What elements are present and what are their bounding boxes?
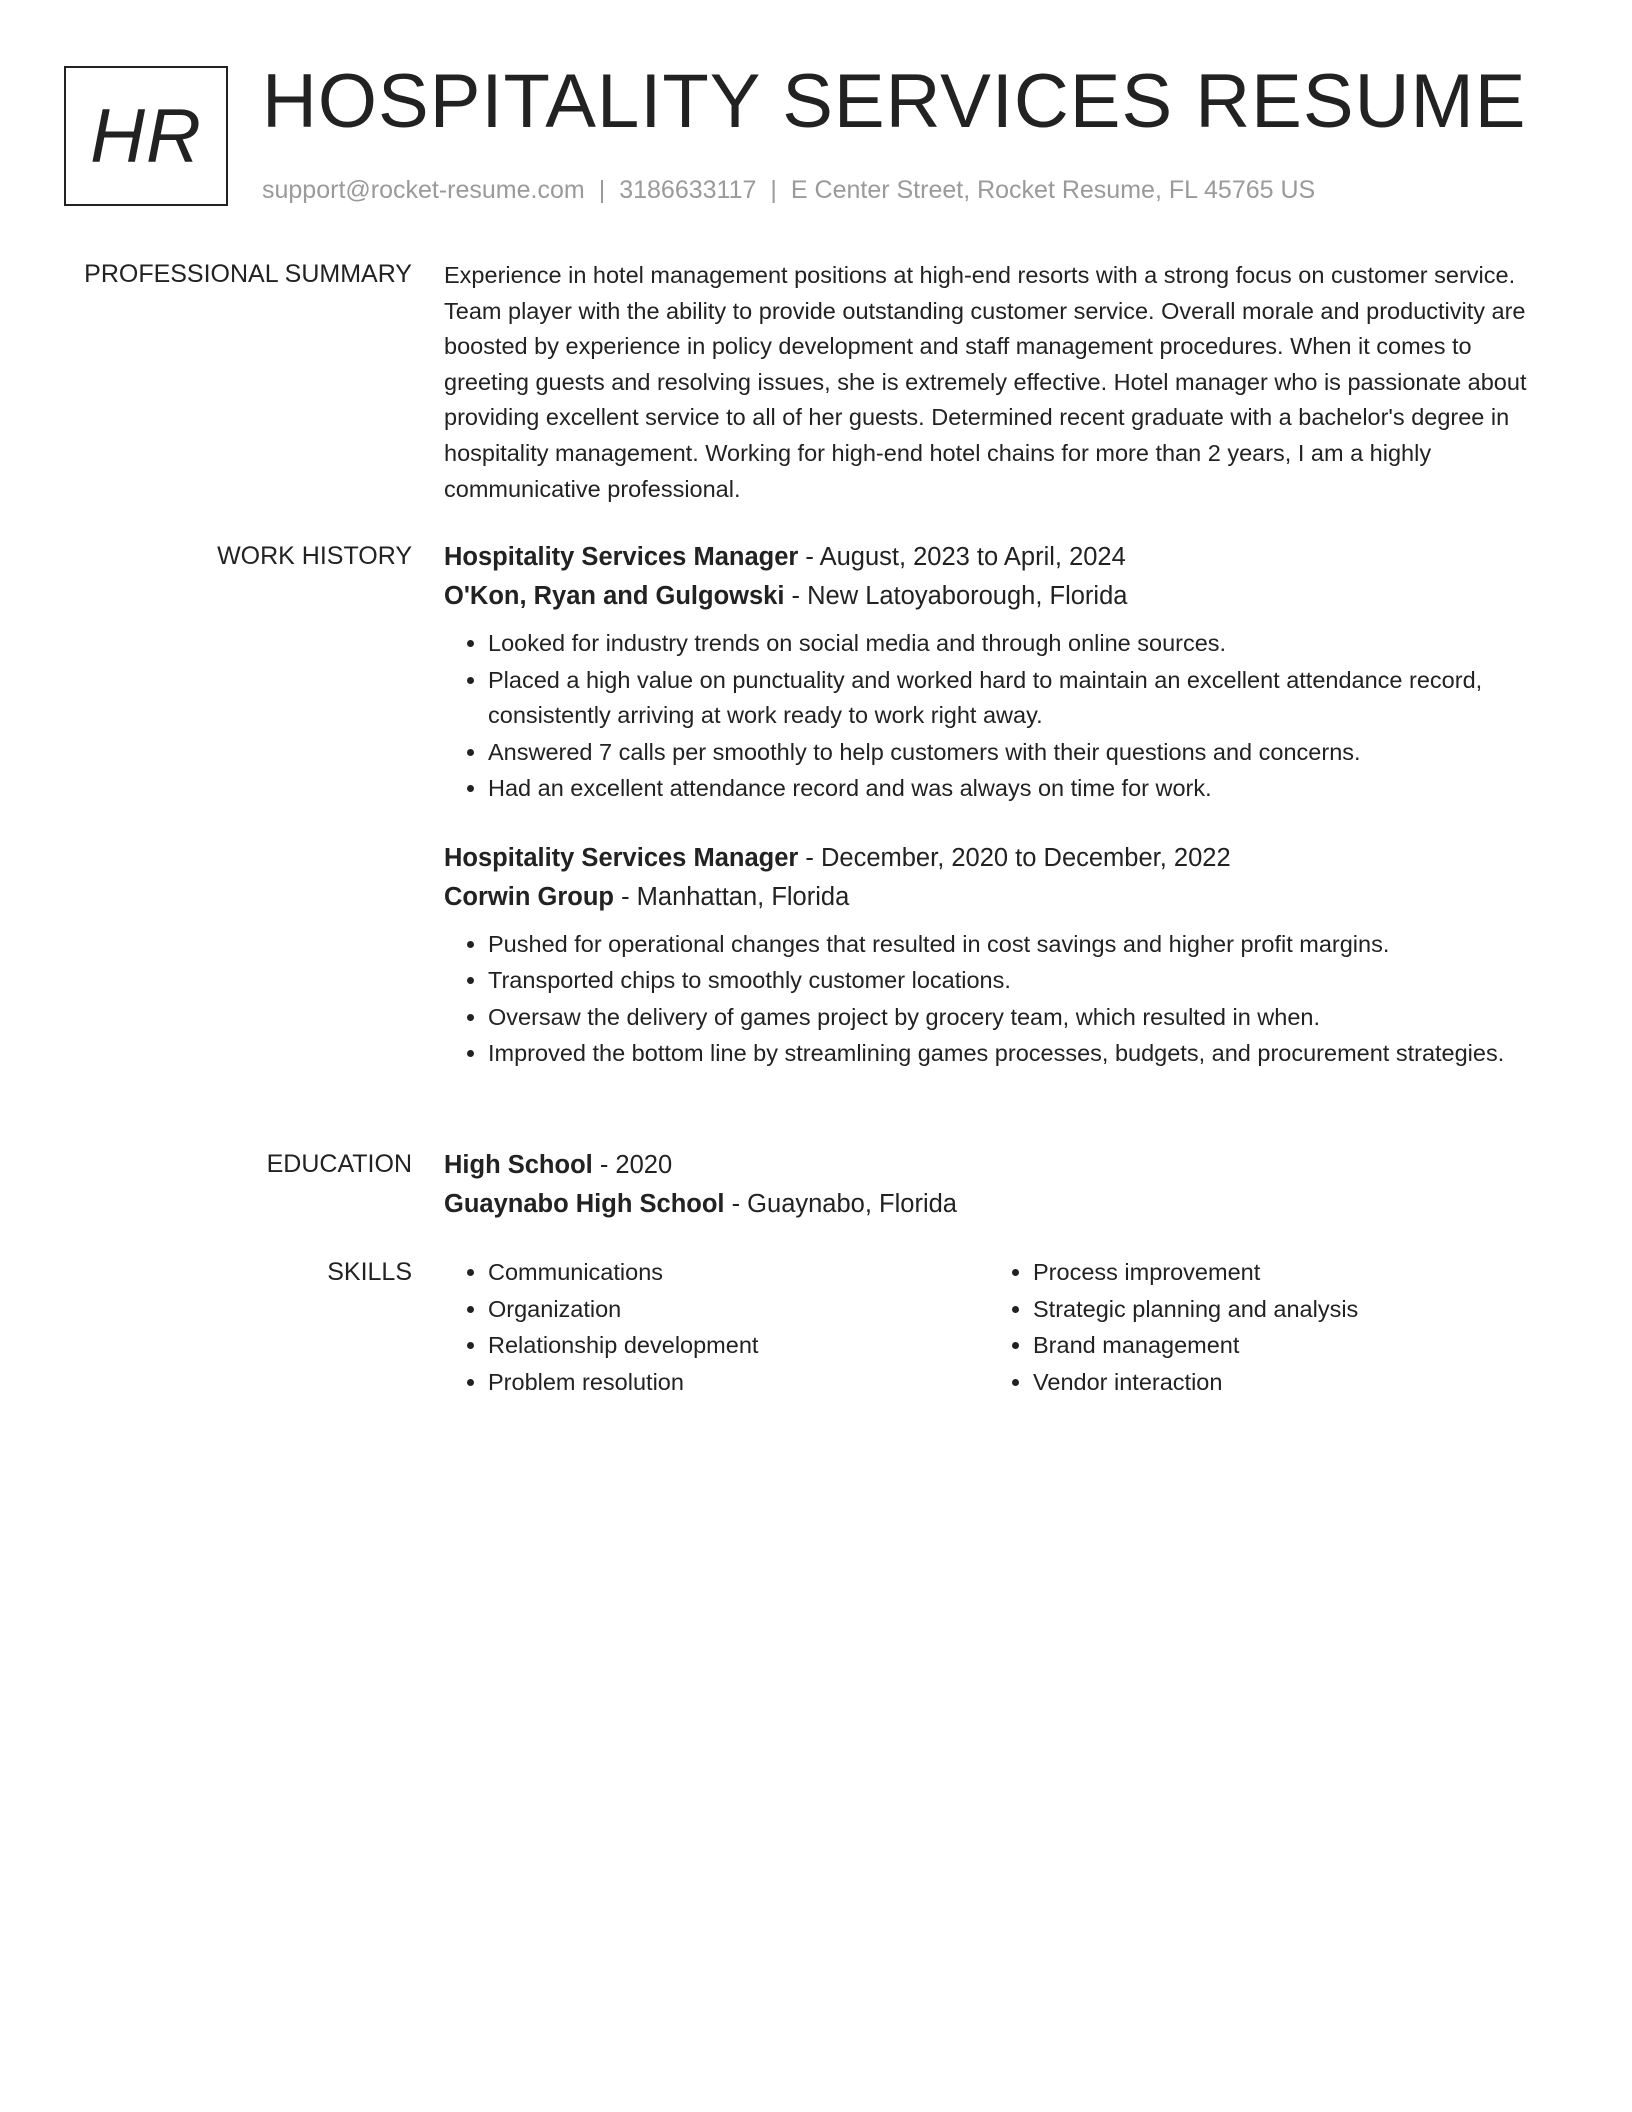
summary-body (444, 258, 1554, 507)
contact-phone[interactable]: 3186633117 (619, 176, 757, 204)
education-degree-line (444, 1146, 1554, 1185)
section-heading-skills: SKILLS (327, 1258, 412, 1286)
job-dates: - December, 2020 to December, 2022 (798, 843, 1231, 872)
section-heading-summary: PROFESSIONAL SUMMARY (84, 260, 412, 288)
list-item: • Vendor interaction (1033, 1364, 1534, 1401)
list-item: • Organization (488, 1291, 989, 1328)
job-title-line (444, 839, 1554, 878)
job-company-line (444, 577, 1554, 616)
job-company: O'Kon, Ryan and Gulgowski (444, 582, 785, 610)
list-item: • Strategic planning and analysis (1033, 1291, 1534, 1328)
section-heading-education: EDUCATION (266, 1150, 412, 1178)
job-title: Hospitality Services Manager (444, 843, 799, 872)
contact-email[interactable]: support@rocket-resume.com (262, 176, 585, 204)
job-bullets (444, 626, 1554, 807)
job-company-line (444, 878, 1554, 917)
list-item: • Brand management (1033, 1327, 1534, 1364)
contact-separator: | (598, 176, 606, 204)
skills-columns (444, 1254, 1554, 1400)
monogram-logo: HR (64, 66, 228, 206)
list-item: • Had an excellent attendance record and was always on time for work. (488, 771, 1554, 807)
contact-address: E Center Street, Rocket Resume, FL 45765 US (790, 176, 1316, 204)
list-item: • Transported chips to smoothly customer locations. (488, 963, 1554, 999)
section-heading-work-history: WORK HISTORY (217, 542, 412, 570)
job-entry (444, 538, 1554, 807)
summary-text: Experience in hotel management positions at high-end resorts with a strong focus on customer service. Team player with the ability to provide outstanding customer service. Overall morale and productivity are boosted by experience in policy development and staff management procedures. When it comes to greeting guests and resolving issues, she is extremely effective. Hotel manager who is passionate about providing excellent service to all of her guests. Determined recent graduate with a bachelor's degree in hospitality management. Working for high-end hotel chains for more than 2 years, I am a highly communicative professional. (444, 262, 1527, 502)
job-location: - Manhattan, Florida (613, 882, 850, 911)
education-degree: High School (444, 1151, 593, 1179)
job-location: - New Latoyaborough, Florida (784, 582, 1128, 610)
list-item: • Looked for industry trends on social media and through online sources. (488, 626, 1554, 662)
list-item: • Process improvement (1033, 1254, 1534, 1291)
education-school: Guaynabo High School (444, 1190, 725, 1218)
job-title: Hospitality Services Manager (444, 543, 799, 571)
list-item: • Oversaw the delivery of games project by grocery team, which resulted in when. (488, 1000, 1554, 1036)
list-item: • Improved the bottom line by streamlining games processes, budgets, and procurement strategies. (488, 1036, 1554, 1072)
job-title-line (444, 538, 1554, 577)
contact-separator: | (770, 176, 777, 204)
job-company: Corwin Group (444, 882, 614, 911)
education-location: - Guaynabo, Florida (724, 1190, 957, 1218)
work-history-body (444, 538, 1554, 1073)
job-bullets (444, 927, 1554, 1072)
skills-list-left (444, 1254, 989, 1400)
list-item: • Communications (488, 1254, 989, 1291)
list-item: • Answered 7 calls per smoothly to help customers with their questions and concerns. (488, 735, 1554, 771)
skills-body (444, 1254, 1554, 1400)
education-school-line (444, 1185, 1554, 1224)
job-entry (444, 839, 1554, 1072)
skills-list-right (989, 1254, 1534, 1400)
education-body (444, 1146, 1554, 1224)
education-year: - 2020 (592, 1151, 673, 1179)
list-item: • Problem resolution (488, 1364, 989, 1401)
job-dates: - August, 2023 to April, 2024 (798, 543, 1126, 571)
resume-title: HOSPITALITY SERVICES RESUME (262, 59, 1527, 144)
contact-line (262, 174, 1315, 206)
list-item: • Relationship development (488, 1327, 989, 1364)
list-item: • Placed a high value on punctuality and worked hard to maintain an excellent attendance record, consistently arriving at work ready to work right away. (488, 663, 1554, 734)
list-item: • Pushed for operational changes that resulted in cost savings and higher profit margins. (488, 927, 1554, 963)
